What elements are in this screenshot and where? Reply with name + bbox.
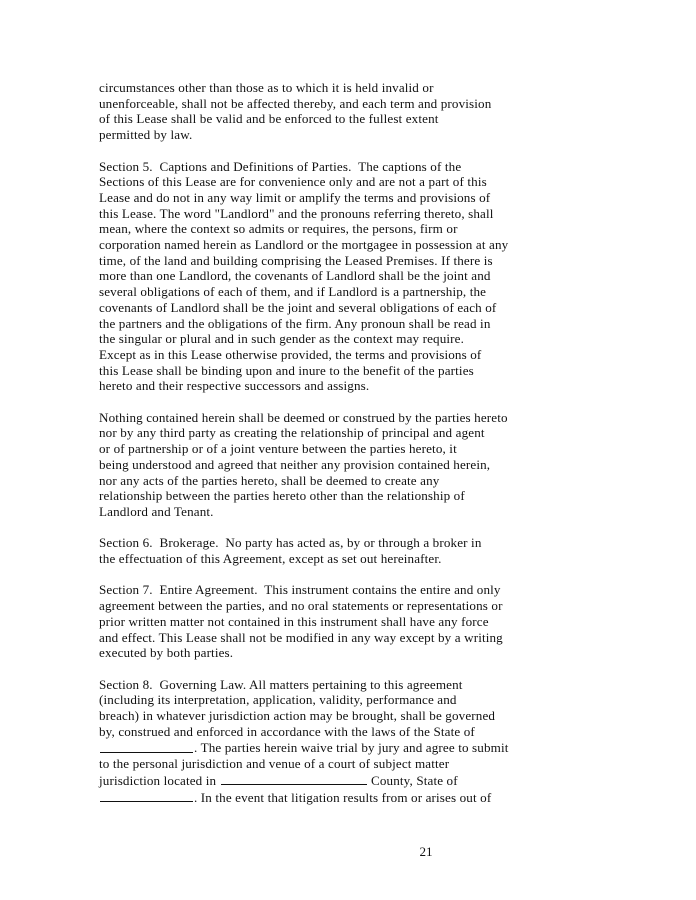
text-line: breach) in whatever jurisdiction action may be brought, shall be governed [99,708,496,724]
text-line: more than one Landlord, the covenants of Landlord shall be the joint and [99,268,491,284]
text-line: the effectuation of this Agreement, except as set out hereinafter. [99,551,442,567]
text-line: unenforceable, shall not be affected thereby, and each term and provision [99,95,492,111]
text-line: Nothing contained herein shall be deemed or construed by the parties hereto [99,409,508,425]
paragraph-section-5 [99,159,523,395]
text-line-with-blank [99,789,523,806]
text-line: hereto and their respective successors and assigns. [99,378,370,394]
page-number-footer [0,844,696,860]
text-line: the partners and the obligations of the firm. Any pronoun shall be read in [99,315,491,331]
text-fragment: County, State of [367,772,458,788]
text-line: by, construed and enforced in accordance with the laws of the State of [99,723,475,739]
text-line: Section 5. Captions and Definitions of Parties. The captions of the [99,158,462,174]
fill-in-blank-county[interactable] [221,772,367,785]
text-line: of this Lease shall be valid and be enforced to the fullest extent [99,111,439,127]
text-line: this Lease shall be binding upon and inure to the benefit of the parties [99,362,474,378]
text-fragment: jurisdiction located in [99,772,220,788]
text-line: this Lease. The word "Landlord" and the pronouns referring thereto, shall [99,205,494,221]
text-line: corporation named herein as Landlord or the mortgagee in possession at any [99,237,509,253]
text-line: Sections of this Lease are for convenience only and are not a part of this [99,174,487,190]
paragraph-section-7 [99,582,523,661]
text-line: Section 7. Entire Agreement. This instrument contains the entire and only [99,582,501,598]
text-line: covenants of Landlord shall be the joint and several obligations of each of [99,299,497,315]
text-line: Section 6. Brokerage. No party has acted as, by or through a broker in [99,535,482,551]
paragraph-no-partnership [99,410,523,520]
paragraph-severability-continuation [99,80,523,143]
text-line: several obligations of each of them, and if Landlord is a partnership, the [99,284,487,300]
text-line: or of partnership or of a joint venture between the parties hereto, it [99,441,457,457]
text-line: executed by both parties. [99,645,234,661]
fill-in-blank-state-2[interactable] [100,789,193,802]
text-line: being understood and agreed that neither any provision contained herein, [99,456,491,472]
text-line: circumstances other than those as to which it is held invalid or [99,80,434,95]
text-line: nor any acts of the parties hereto, shall be deemed to create any [99,472,440,488]
text-line: to the personal jurisdiction and venue of a court of subject matter [99,756,450,772]
text-line: and effect. This Lease shall not be modified in any way except by a writing [99,629,503,645]
text-fragment: . The parties herein waive trial by jury and agree to submit [194,740,509,756]
text-line: (including its interpretation, application, validity, performance and [99,692,457,708]
paragraph-section-8 [99,677,523,806]
fill-in-blank-state-1[interactable] [100,739,193,752]
text-line: Section 8. Governing Law. All matters pertaining to this agreement [99,676,463,692]
text-line: Landlord and Tenant. [99,503,214,519]
text-fragment: . In the event that litigation results from or arises out of [194,789,492,805]
text-line: relationship between the parties hereto other than the relationship of [99,488,465,504]
text-line: Lease and do not in any way limit or amplify the terms and provisions of [99,189,491,205]
text-line: the singular or plural and in such gender as the context may require. [99,331,464,347]
text-line-with-blank [99,739,523,756]
text-line: mean, where the context so admits or requires, the persons, firm or [99,221,458,237]
text-line: prior written matter not contained in this instrument shall have any force [99,613,489,629]
text-line: time, of the land and building comprising the Leased Premises. If there is [99,252,493,268]
text-line: permitted by law. [99,127,193,143]
paragraph-section-6 [99,535,523,566]
text-line-with-blank [99,772,523,789]
text-line: Except as in this Lease otherwise provided, the terms and provisions of [99,346,482,362]
text-line: agreement between the parties, and no oral statements or representations or [99,598,503,614]
text-line: nor by any third party as creating the relationship of principal and agent [99,425,485,441]
document-body [99,80,523,805]
page-number-value: 21 [419,844,433,859]
